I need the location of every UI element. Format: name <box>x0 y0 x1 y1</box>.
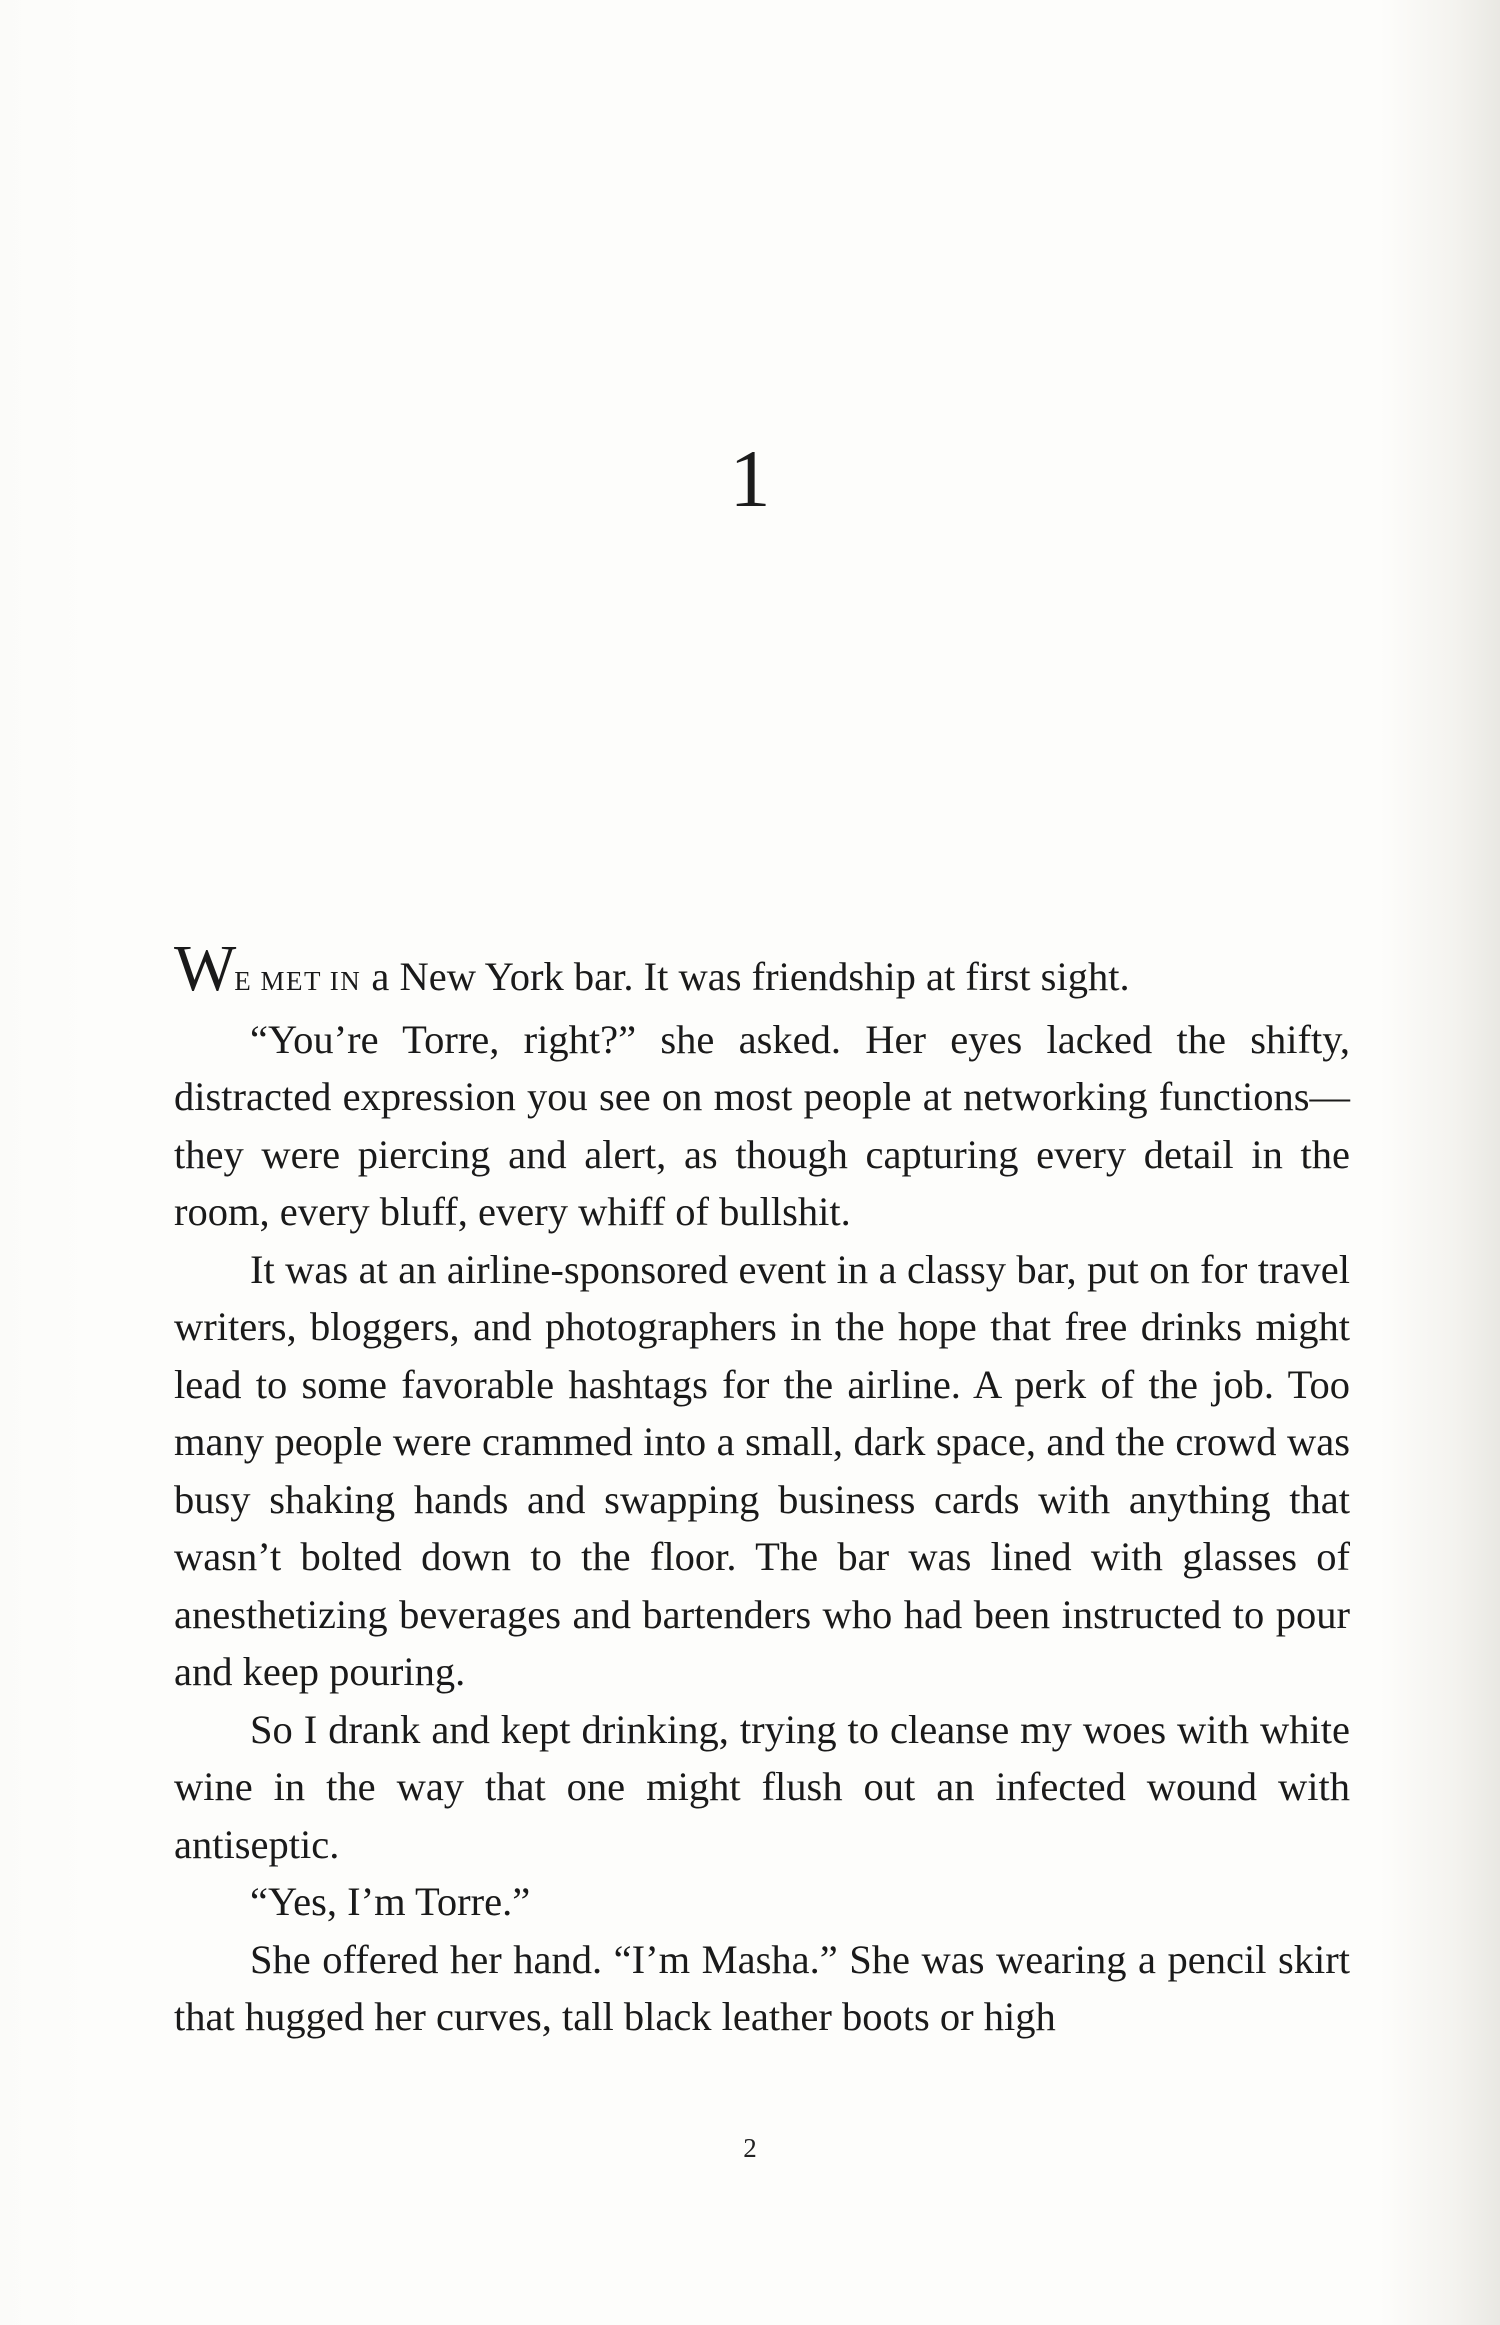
chapter-number: 1 <box>729 433 771 524</box>
paragraph-1 <box>174 932 1350 1011</box>
page-number: 2 <box>743 2133 757 2163</box>
small-caps-lead: E MET IN <box>234 966 362 996</box>
chapter-body-text <box>174 932 1350 2046</box>
paragraph-3: It was at an airline-sponsored event in a classy bar, put on for travel writers, bloggers, and photographers in the hope that free drinks might lead to some favorable hashtags for the airline. A perk of the job. Too many people were crammed into a small, dark space, and the crowd was busy shaking hands and swapping business cards with anything that wasn’t bolted down to the floor. The bar was lined with glasses of anesthetizing beverages and bartenders who had been instructed to pour and keep pouring. <box>174 1246 1350 1694</box>
paragraph-1-rest: a New York bar. It was friendship at first sight. <box>361 954 1130 999</box>
paragraph-4: So I drank and kept drinking, trying to cleanse my woes with white wine in the way that one might flush out an infected wound with antiseptic. <box>174 1706 1350 1867</box>
paragraph-6: She offered her hand. “I’m Masha.” She was wearing a pencil skirt that hugged her curves, tall black leather boots or high <box>174 1936 1350 2039</box>
drop-cap: W <box>174 932 235 1005</box>
paragraph-5: “Yes, I’m Torre.” <box>250 1879 531 1924</box>
paragraph-2: “You’re Torre, right?” she asked. Her eyes lacked the shifty, distracted expression you see on most people at networking functions—they were piercing and alert, as though capturing every detail in the room, every bluff, every whiff of bullshit. <box>174 1016 1350 1234</box>
